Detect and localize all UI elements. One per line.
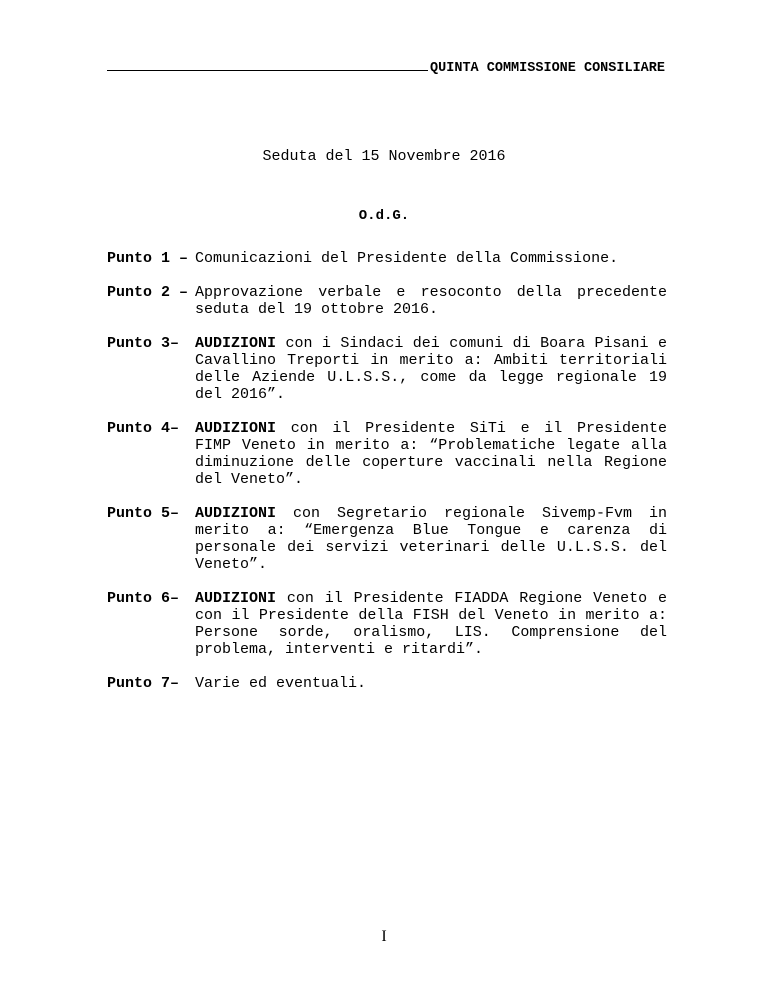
- agenda-point-1: [107, 250, 667, 267]
- agenda-title: O.d.G.: [358, 208, 410, 224]
- agenda-point-2: [107, 284, 667, 318]
- point-label: Punto 1 –: [107, 250, 189, 267]
- agenda-point-5: [107, 505, 667, 573]
- header-underline: [107, 60, 428, 71]
- point-text: Comunicazioni del Presidente della Commissione.: [195, 250, 619, 267]
- page-number: I: [381, 928, 387, 945]
- agenda-point-7: [107, 675, 667, 692]
- agenda-point-4: [107, 420, 667, 488]
- agenda-point-3: [107, 335, 667, 403]
- point-text: AUDIZIONI con il Presidente FIADDA Regione Veneto e con il Presidente della FISH del Veneto in merito a: Persone sorde, oralismo, LIS. Comprensione del problema, interventi e ritardi”.: [195, 590, 667, 658]
- point-label: Punto 5–: [107, 505, 180, 522]
- point-text: AUDIZIONI con Segretario regionale Sivemp-Fvm in merito a: “Emergenza Blue Tongue e carenza di personale dei servizi veterinari delle U.L.S.S. del Veneto”.: [195, 505, 667, 573]
- point-label: Punto 4–: [107, 420, 180, 437]
- session-date: Seduta del 15 Novembre 2016: [262, 148, 506, 165]
- agenda-list: [107, 250, 667, 709]
- point-label: Punto 6–: [107, 590, 180, 607]
- document-header: [107, 60, 665, 76]
- point-label: Punto 2 –: [107, 284, 189, 301]
- point-text: Varie ed eventuali.: [195, 675, 367, 692]
- commission-title: QUINTA COMMISSIONE CONSILIARE: [430, 61, 665, 76]
- point-text: Approvazione verbale e resoconto della precedente seduta del 19 ottobre 2016.: [195, 284, 667, 318]
- point-label: Punto 7–: [107, 675, 180, 692]
- point-text: AUDIZIONI con i Sindaci dei comuni di Boara Pisani e Cavallino Treporti in merito a: Ambiti territoriali delle Aziende U.L.S.S., come da legge regionale 19 del 2016”.: [195, 335, 667, 403]
- agenda-point-6: [107, 590, 667, 658]
- point-label: Punto 3–: [107, 335, 180, 352]
- point-text: AUDIZIONI con il Presidente SiTi e il Presidente FIMP Veneto in merito a: “Problematiche legate alla diminuzione delle coperture vaccinali nella Regione del Veneto”.: [195, 420, 667, 488]
